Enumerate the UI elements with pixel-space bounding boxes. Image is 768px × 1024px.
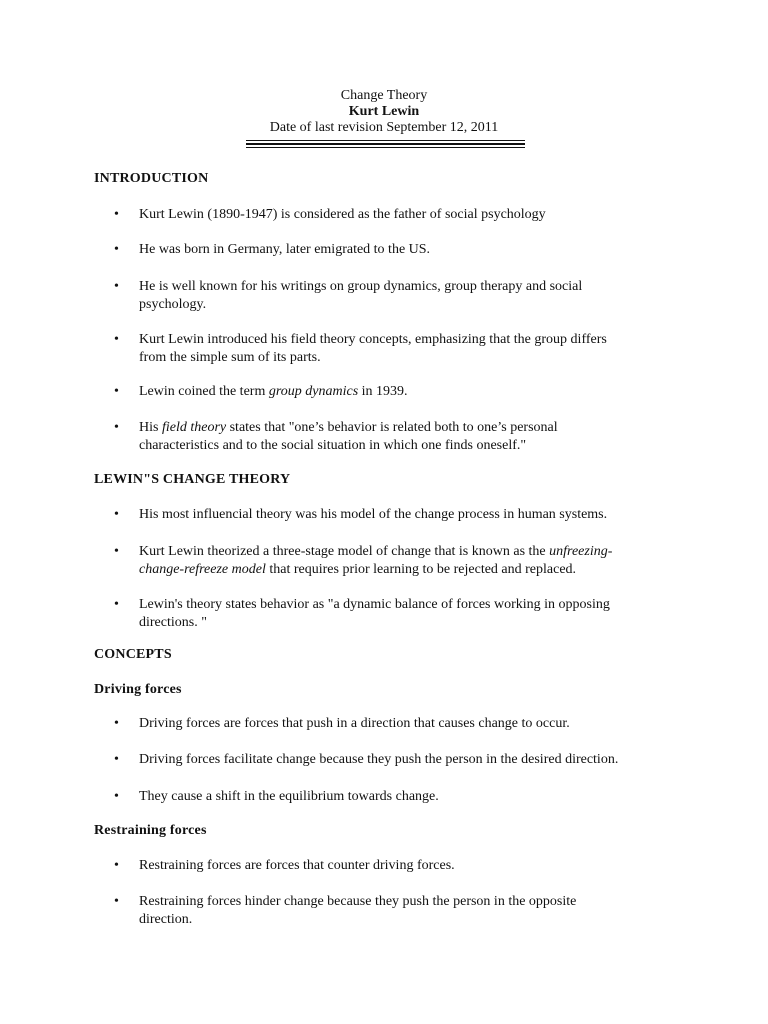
- list-item-text: His most influencial theory was his model of the change process in human systems.: [139, 507, 608, 522]
- heading-introduction: INTRODUCTION: [94, 171, 209, 186]
- revision-date: Date of last revision September 12, 2011: [269, 120, 499, 135]
- list-item-text: His: [139, 420, 162, 435]
- list-item-text: Kurt Lewin (1890-1947) is considered as the father of social psychology: [139, 207, 546, 222]
- document-title: Change Theory: [340, 88, 428, 103]
- bullet-icon: •: [114, 544, 119, 559]
- list-item: [114, 893, 674, 928]
- list-item-text: from the simple sum of its parts.: [139, 349, 321, 365]
- bullet-icon: •: [114, 332, 119, 347]
- bullet-icon: •: [114, 858, 119, 873]
- bullet-icon: •: [114, 894, 119, 909]
- list-item-text: He is well known for his writings on group dynamics, group therapy and social: [139, 279, 583, 294]
- list-item-text: states that "one’s behavior is related both to one’s personal: [226, 420, 558, 435]
- list-item-text: Restraining forces hinder change because they push the person in the opposite: [139, 894, 577, 909]
- list-item: [114, 751, 674, 769]
- list-item-text: in 1939.: [358, 384, 408, 399]
- list-item: [114, 278, 674, 313]
- list-item: [114, 596, 674, 631]
- bullet-icon: •: [114, 716, 119, 731]
- bullet-icon: •: [114, 420, 119, 435]
- bullet-icon: •: [114, 207, 119, 222]
- list-item-text: They cause a shift in the equilibrium towards change.: [139, 789, 439, 804]
- list-item-text: that requires prior learning to be rejected and replaced.: [265, 561, 577, 577]
- bullet-icon: •: [114, 242, 119, 257]
- list-item-text: He was born in Germany, later emigrated to the US.: [139, 242, 431, 257]
- list-item: [114, 241, 674, 259]
- list-item-text: Restraining forces are forces that counter driving forces.: [139, 858, 455, 873]
- list-item-text: characteristics and to the social situation in which one finds oneself.": [139, 437, 527, 453]
- emphasis-term: unfreezing-: [549, 544, 613, 559]
- list-item-text: Kurt Lewin introduced his field theory concepts, emphasizing that the group differs: [139, 332, 607, 347]
- emphasis-term: group dynamics: [268, 384, 359, 399]
- list-item-text: psychology.: [139, 296, 207, 312]
- list-item-text: Lewin coined the term: [139, 384, 269, 399]
- emphasis-term: change-refreeze model: [139, 561, 266, 577]
- bullet-icon: •: [114, 789, 119, 804]
- bullet-icon: •: [114, 752, 119, 767]
- document-author: Kurt Lewin: [348, 104, 420, 119]
- heading-concepts: CONCEPTS: [94, 647, 172, 662]
- emphasis-term: field theory: [161, 420, 227, 435]
- list-item-text: Driving forces are forces that push in a direction that causes change to occur.: [139, 716, 570, 731]
- list-item-text: Driving forces facilitate change because they push the person in the desired direction.: [139, 752, 619, 767]
- bullet-icon: •: [114, 279, 119, 294]
- bullet-icon: •: [114, 384, 119, 399]
- list-item: [114, 383, 674, 401]
- list-item: [114, 419, 674, 454]
- list-item: [114, 543, 674, 578]
- subheading-driving-forces: Driving forces: [94, 682, 182, 697]
- list-item-text: Kurt Lewin theorized a three-stage model of change that is known as the: [139, 544, 550, 559]
- bullet-icon: •: [114, 597, 119, 612]
- list-item: [114, 715, 674, 733]
- list-item: [114, 506, 674, 524]
- bullet-icon: •: [114, 507, 119, 522]
- heading-change-theory: LEWIN"S CHANGE THEORY: [94, 472, 291, 487]
- document-header: [0, 88, 768, 136]
- list-item: [114, 331, 674, 366]
- list-item: [114, 788, 674, 806]
- subheading-restraining-forces: Restraining forces: [94, 823, 207, 838]
- list-item-text: direction.: [139, 911, 193, 927]
- list-item: [114, 206, 674, 224]
- header-rule-middle: [246, 143, 525, 145]
- header-rule-top: [246, 140, 525, 141]
- list-item: [114, 857, 674, 875]
- list-item-text: Lewin's theory states behavior as "a dynamic balance of forces working in opposing: [139, 597, 610, 612]
- list-item-text: directions. ": [139, 614, 207, 630]
- header-rule-bottom: [246, 147, 525, 148]
